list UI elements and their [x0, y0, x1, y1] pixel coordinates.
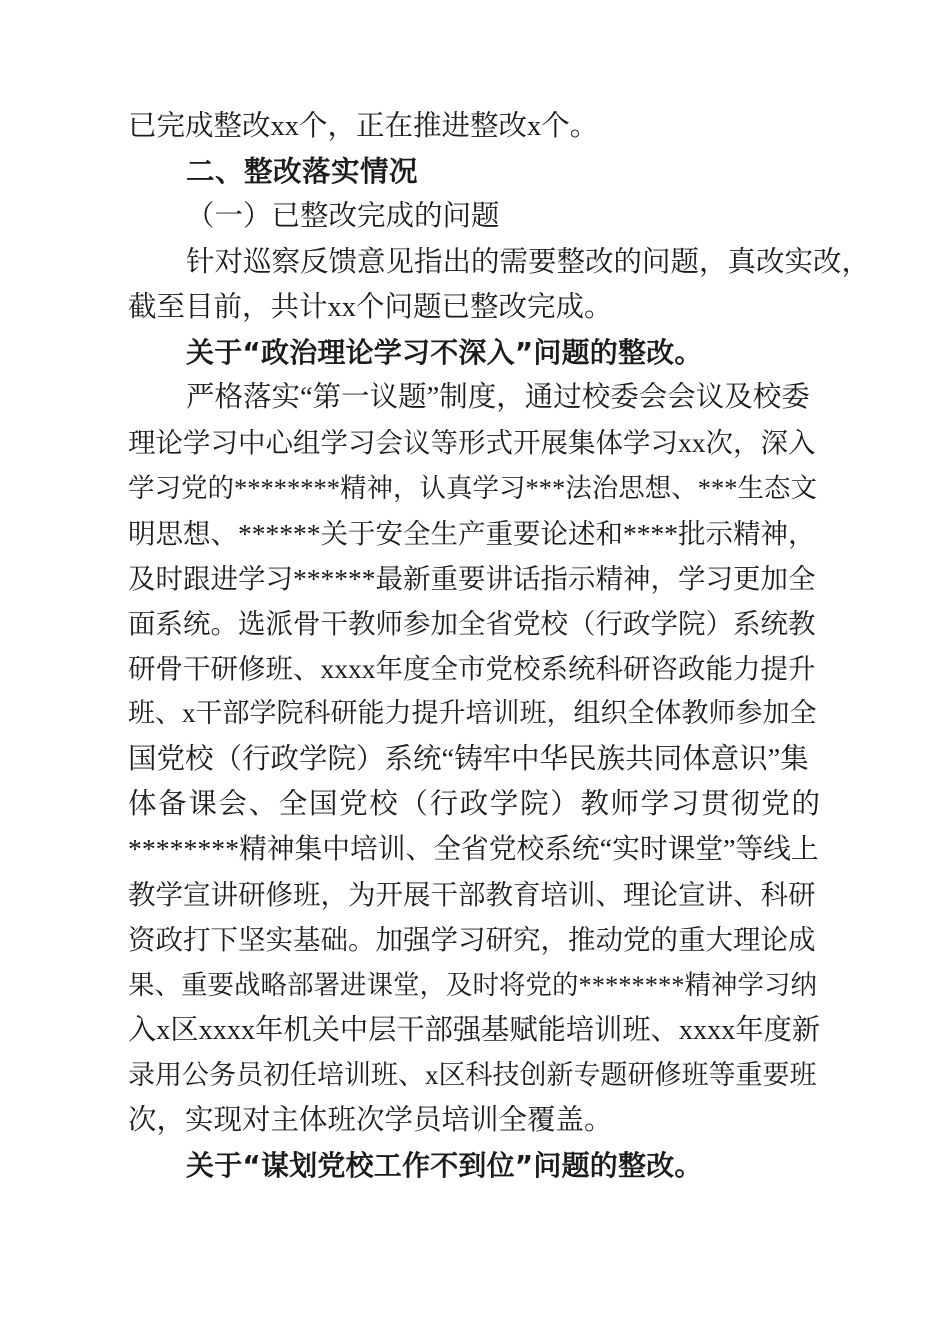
item-1-paragraph-line-17: 次，实现对主体班次学员培训全覆盖。 [128, 1105, 613, 1137]
item-1-paragraph-line-16: 录用公务员初任培训班、x区科技创新专题研修班等重要班 [128, 1059, 817, 1090]
document-body [128, 104, 871, 1189]
item-1-paragraph-line-6: 面系统。选派骨干教师参加全省党校（行政学院）系统教 [128, 608, 816, 640]
item-1-paragraph-line-10: 体 备 课 会 、 全 国 党 校 （ 行 政 学 院 ） 教 师 学 习 贯 彻 党 的 [128, 788, 820, 820]
item-1-paragraph-line-11: ********精神集中培训、全省党校系统“实时课堂”等线上 [128, 834, 819, 865]
item-1-paragraph-line-7: 研骨干研修班、xxxx年度全市党校系统科研咨政能力提升 [128, 653, 816, 685]
item-1-paragraph-line-1: 严格落实“第一议题”制度，通过校委会会议及校委 [186, 382, 810, 414]
item-1-paragraph-line-12: 教学宣讲研修班，为开展干部教育培训、理论宣讲、科研 [128, 879, 816, 911]
subsection-heading-one: （一）已整改完成的问题 [186, 201, 500, 233]
item-1-heading: 关于“政治理论学习不深入”问题的整改。 [186, 335, 703, 369]
item-1-paragraph-line-8: 班、x干部学院科研能力提升培训班，组织全体教师参加全 [128, 698, 817, 729]
item-1-paragraph-line-15: 入x区xxxx年机关中层干部强基赋能培训班、xxxx年度新 [128, 1014, 821, 1046]
item-1-paragraph-line-13: 资政打下坚实基础。加强学习研究，推动党的重大理论成 [128, 924, 816, 956]
intro-paragraph-line-1: 针对巡察反馈意见指出的需要整改的问题，真改实改， [186, 246, 871, 278]
item-1-paragraph-line-3: 学习党的********精神，认真学习***法治思想、***生态文 [128, 472, 817, 503]
item-1-paragraph-line-5: 及时跟进学习******最新重要讲话指示精神，学习更加全 [128, 562, 816, 594]
item-2-heading: 关于“谋划党校工作不到位”问题的整改。 [186, 1149, 703, 1183]
item-1-paragraph-line-9: 国党校（行政学院）系统“铸牢中华民族共同体意识”集 [128, 743, 809, 775]
item-1-paragraph-line-14: 果、重要战略部署进课堂，及时将党的********精神学习纳 [128, 969, 817, 1000]
item-1-paragraph-line-2: 理论学习中心组学习会议等形式开展集体学习xx次，深入 [128, 427, 816, 459]
item-1-paragraph-line-4: 明思想、******关于安全生产重要论述和****批示精神， [128, 517, 816, 549]
section-heading-two: 二、整改落实情况 [186, 155, 419, 189]
intro-paragraph-line-2: 截至目前，共计xx个问题已整改完成。 [128, 291, 613, 323]
continued-paragraph-line: 已完成整改xx个，正在推进整改x个。 [128, 111, 599, 142]
